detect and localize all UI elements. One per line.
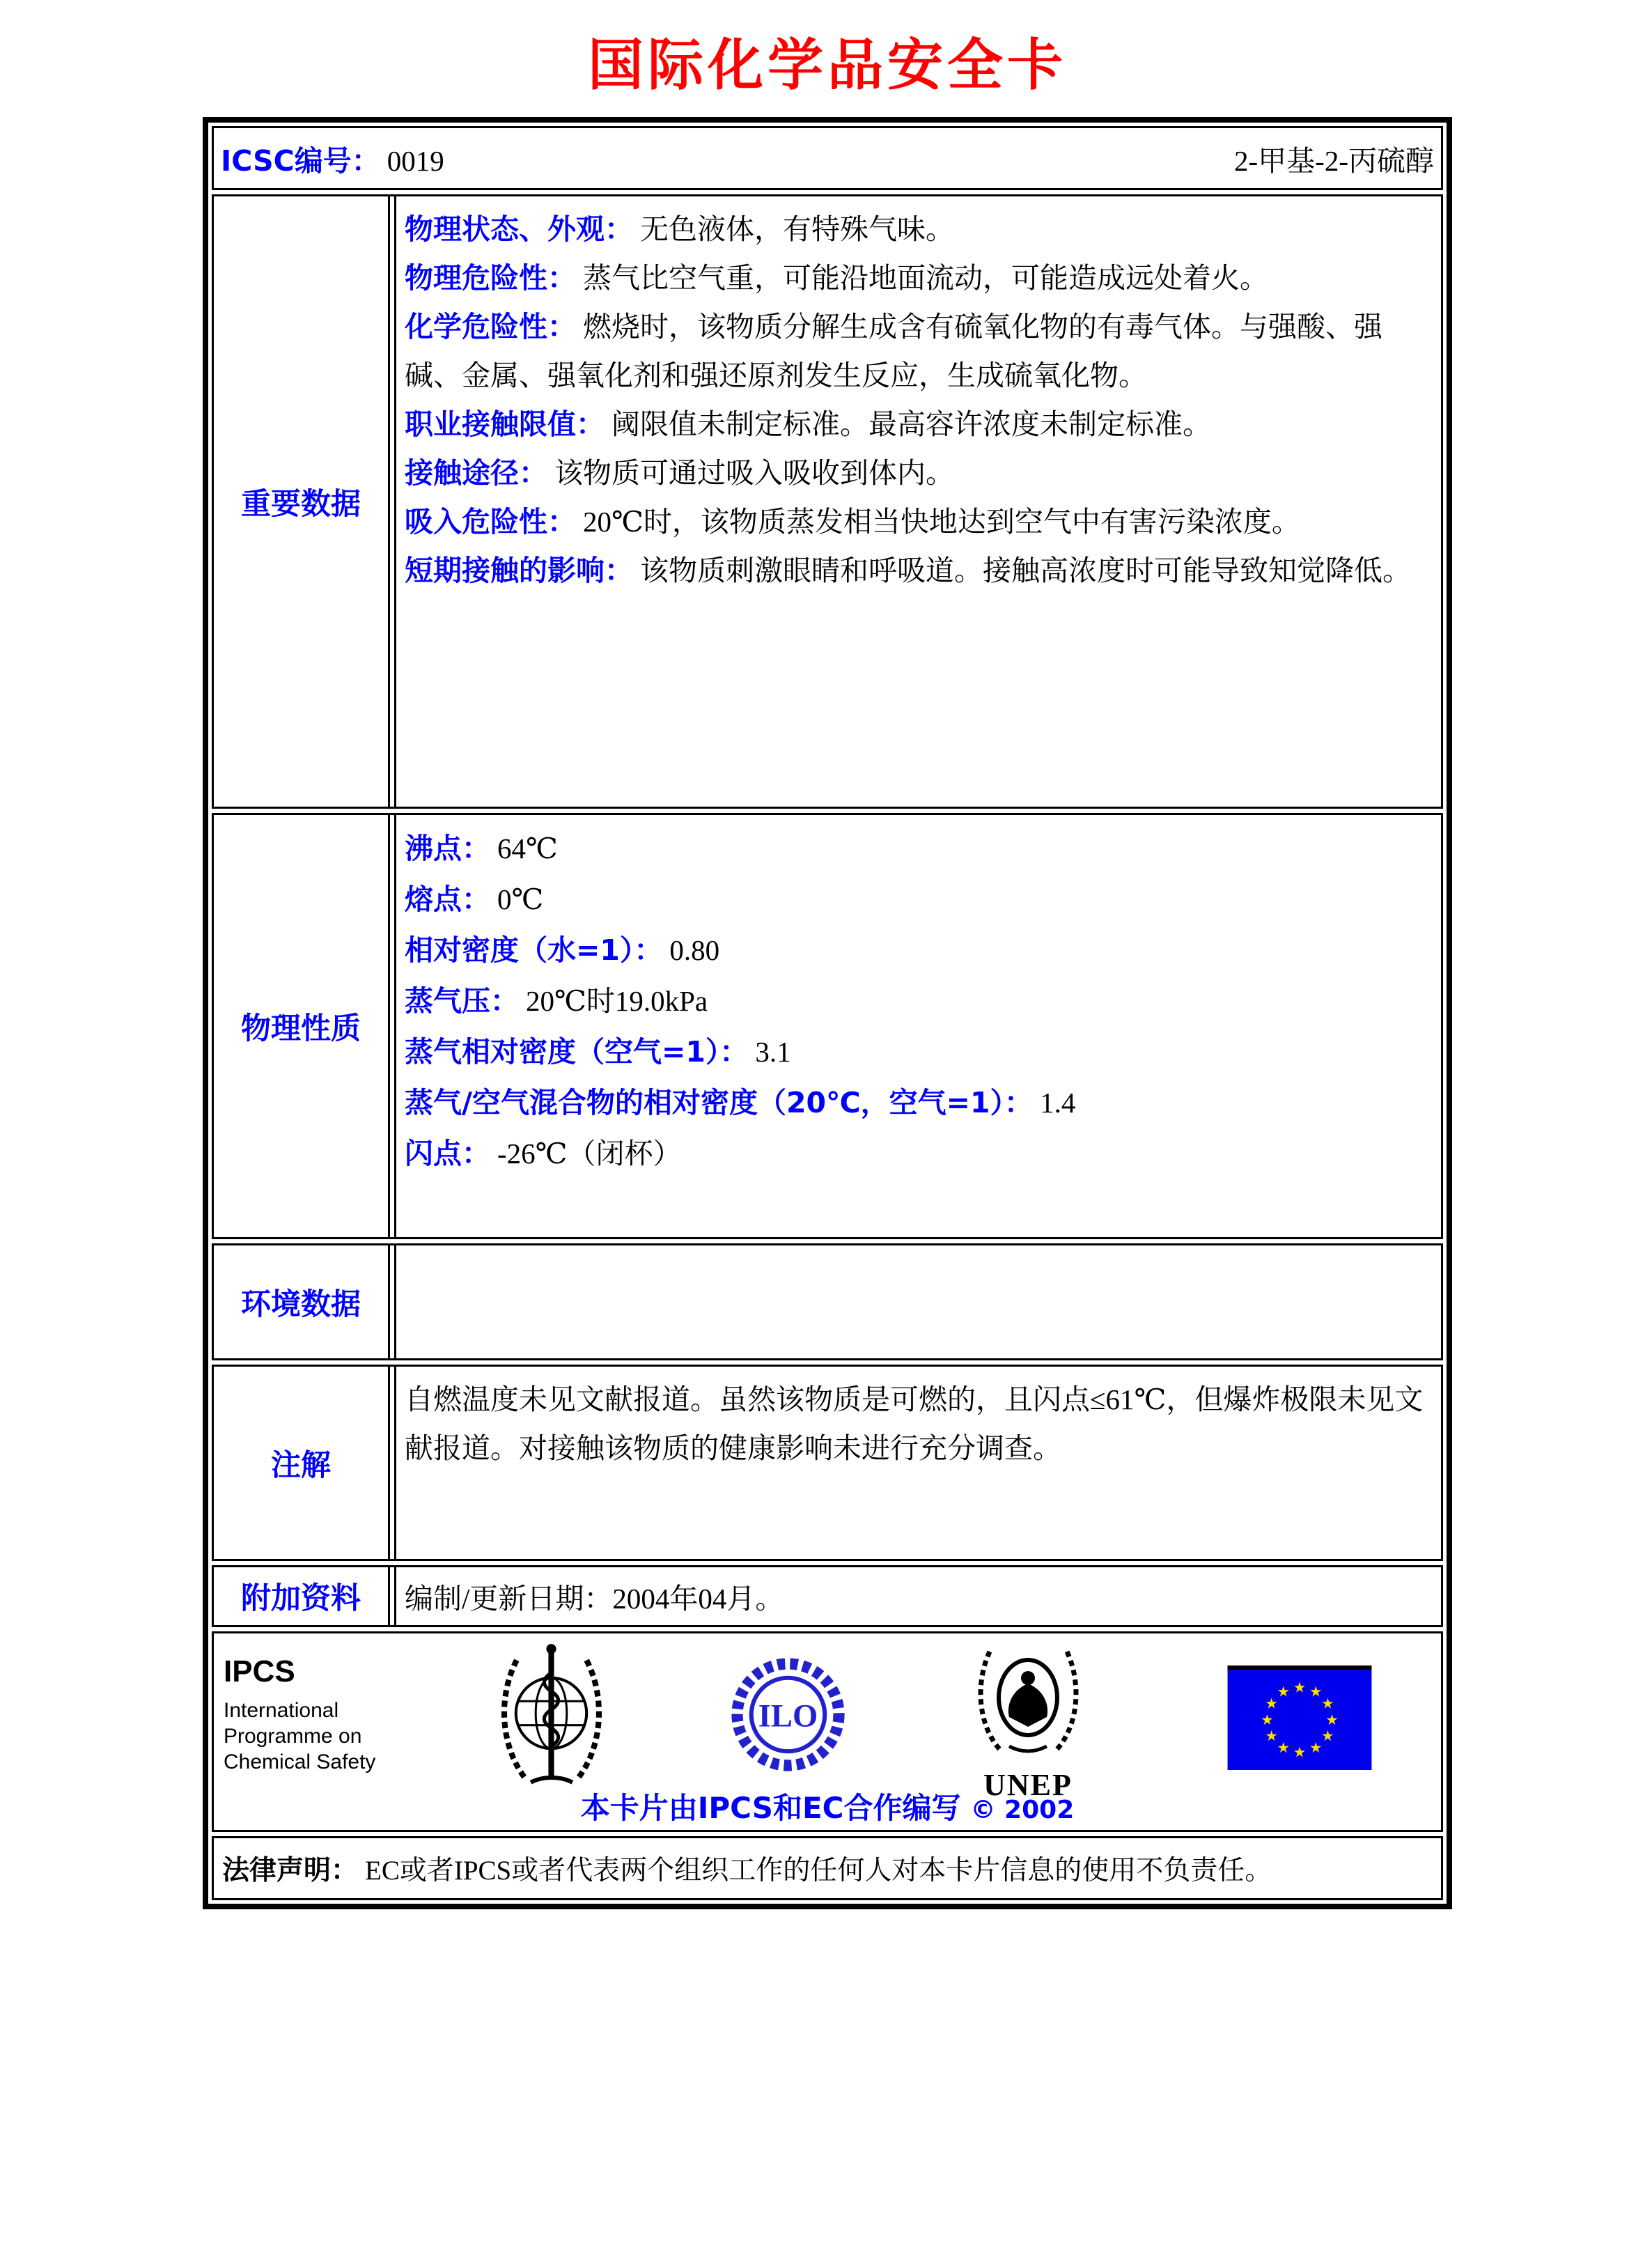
icsc-number-group — [221, 138, 444, 179]
important-data-item: 物理危险性： 蒸气比空气重，可能沿地面流动，可能造成远处着火。 — [405, 261, 1268, 295]
property-item: 熔点： 0℃ — [405, 883, 544, 916]
section-label-important-data: 重要数据 — [214, 196, 390, 807]
page-title: 国际化学品安全卡 — [588, 33, 1067, 98]
important-data-item: 物理状态、外观： 无色液体，有特殊气味。 — [405, 212, 954, 246]
important-data-item: 接触途径： 该物质可通过吸入吸收到体内。 — [405, 456, 954, 490]
ilo-logo-icon — [724, 1639, 852, 1791]
unep-logo-icon — [967, 1636, 1089, 1802]
legal-notice-text: EC或者IPCS或者代表两个组织工作的任何人对本卡片信息的使用不负责任。 — [365, 1856, 1272, 1886]
property-item: 蒸气压： 20℃时19.0kPa — [405, 984, 708, 1018]
legal-notice-label: 法律声明： — [222, 1855, 359, 1886]
caption-text: 本卡片由IPCS和EC合作编写 — [580, 1791, 961, 1825]
svg-text:★: ★ — [1309, 1739, 1323, 1757]
important-data-content — [394, 196, 1441, 807]
update-date-text: 编制/更新日期：2004年04月。 — [405, 1583, 784, 1615]
important-data-item: 吸入危险性： 20℃时，该物质蒸发相当快地达到空气中有害污染浓度。 — [405, 505, 1300, 538]
header-row — [212, 126, 1443, 190]
svg-text:★: ★ — [1321, 1695, 1334, 1712]
section-additional-info — [212, 1565, 1443, 1627]
ipcs-subtitle-line: Programme on — [224, 1725, 362, 1748]
property-item: 蒸气相对密度（空气=1）： 3.1 — [405, 1035, 791, 1069]
logos-row — [212, 1631, 1443, 1832]
svg-text:★: ★ — [1309, 1683, 1323, 1700]
ilo-logo-text: ILO — [758, 1698, 818, 1734]
ipcs-subtitle-line: International — [224, 1699, 339, 1722]
svg-text:★: ★ — [1325, 1711, 1339, 1728]
copyright-text: © 2002 — [970, 1796, 1075, 1824]
svg-text:★: ★ — [1265, 1727, 1278, 1745]
section-environmental-data — [212, 1243, 1443, 1360]
section-label-additional-info: 附加资料 — [214, 1567, 390, 1625]
environmental-data-content — [394, 1245, 1441, 1358]
svg-text:★: ★ — [1261, 1711, 1274, 1728]
svg-text:★: ★ — [1293, 1744, 1307, 1761]
section-physical-properties — [212, 813, 1443, 1239]
cooperation-caption — [214, 1785, 1441, 1827]
svg-text:★: ★ — [1265, 1695, 1278, 1712]
section-label-notes: 注解 — [214, 1367, 390, 1559]
important-data-item: 短期接触的影响： 该物质刺激眼睛和呼吸道。接触高浓度时可能导致知觉降低。 — [405, 554, 1411, 587]
eu-flag-icon — [1222, 1665, 1377, 1770]
notes-content — [394, 1367, 1441, 1559]
svg-text:★: ★ — [1293, 1679, 1307, 1696]
ipcs-subtitle-line: Chemical Safety — [224, 1750, 376, 1773]
property-item: 相对密度（水=1）： 0.80 — [405, 933, 720, 967]
property-item: 蒸气/空气混合物的相对密度（20℃，空气=1）： 1.4 — [405, 1086, 1076, 1119]
ipcs-title: IPCS — [224, 1654, 295, 1688]
additional-info-content — [394, 1567, 1441, 1625]
section-important-data — [212, 194, 1443, 809]
physical-properties-content — [394, 815, 1441, 1237]
svg-text:★: ★ — [1321, 1727, 1334, 1745]
icsc-page — [0, 32, 1652, 2252]
important-data-item: 化学危险性： 燃烧时，该物质分解生成含有硫氧化物的有毒气体。与强酸、强碱、金属、强氧化剂和强还原剂发生反应，生成硫氧化物。 — [405, 310, 1382, 391]
svg-text:★: ★ — [1277, 1683, 1290, 1700]
important-data-item: 职业接触限值： 阈限值未制定标准。最高容许浓度未制定标准。 — [405, 407, 1211, 441]
notes-text: 自燃温度未见文献报道。虽然该物质是可燃的，且闪点≤61℃，但爆炸极限未见文献报道。对接触该物质的健康影响未进行充分调查。 — [405, 1383, 1424, 1464]
property-item: 闪点： -26℃（闭杯） — [405, 1137, 682, 1170]
who-logo-icon — [489, 1639, 614, 1791]
icsc-number-value: 0019 — [387, 144, 444, 177]
svg-text:★: ★ — [1277, 1739, 1290, 1757]
ipcs-text-block — [224, 1654, 375, 1775]
icsc-card — [203, 117, 1452, 1909]
section-label-physical-properties: 物理性质 — [214, 815, 390, 1237]
icsc-number-label: ICSC编号： — [221, 143, 380, 178]
chemical-name: 2-甲基-2-丙硫醇 — [1234, 144, 1434, 177]
property-item: 沸点： 64℃ — [405, 832, 558, 865]
section-notes — [212, 1365, 1443, 1561]
section-label-environmental-data: 环境数据 — [214, 1245, 390, 1358]
unep-logo-text: UNEP — [983, 1768, 1073, 1802]
legal-row — [212, 1836, 1443, 1900]
